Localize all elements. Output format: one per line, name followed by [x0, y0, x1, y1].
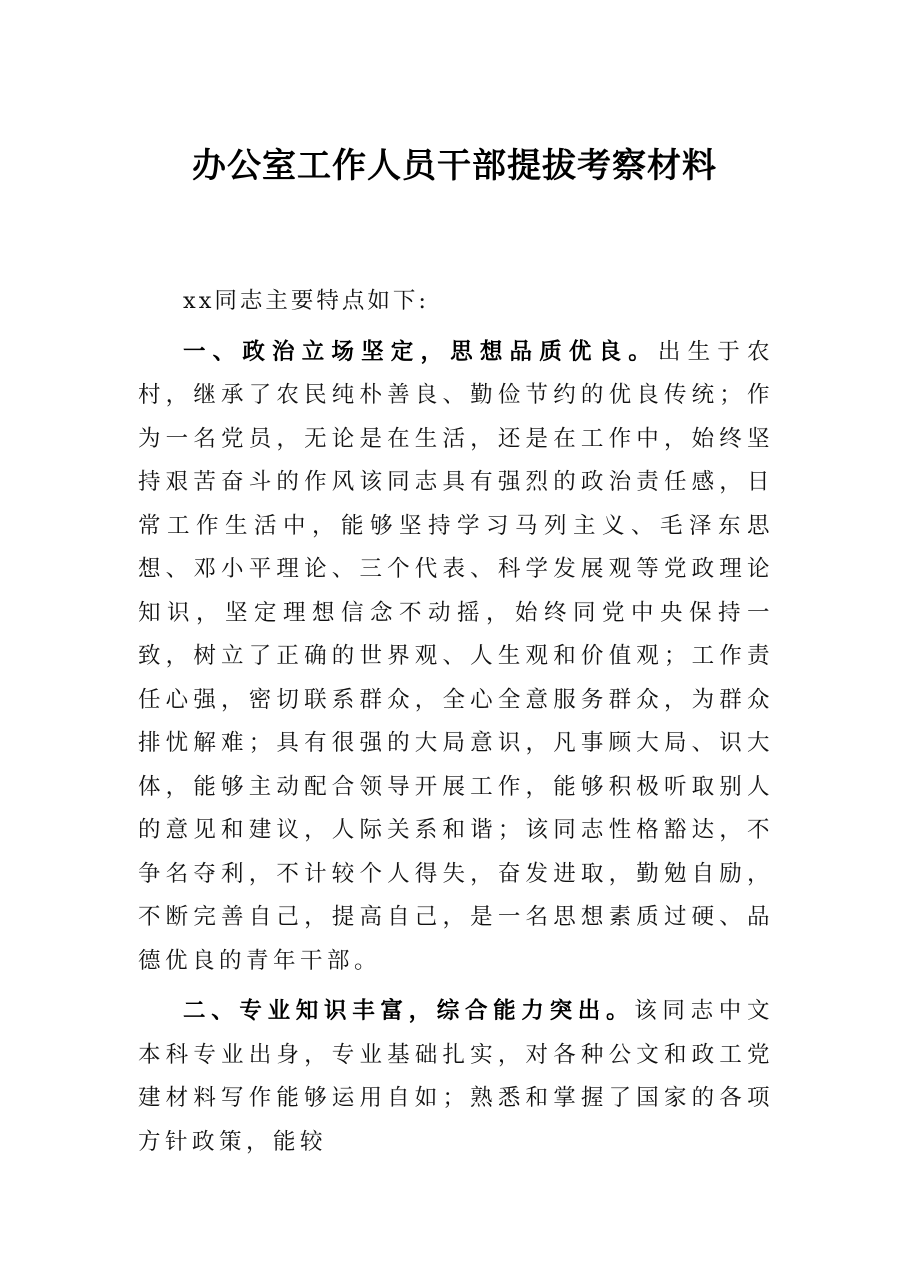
document-title: 办公室工作人员干部提拔考察材料 — [192, 146, 717, 186]
intro-paragraph: xx同志主要特点如下: — [183, 288, 429, 314]
section-paragraph-2 — [138, 990, 774, 1164]
section-text-2: 该同志中文本科专业出身，专业基础扎实，对各种公文和政工党建材料写作能够运用自如；熟悉和掌握了国家的各项方针政策，能较 — [138, 998, 774, 1155]
section-heading-1: 一、政治立场坚定，思想品质优良。 — [183, 338, 658, 365]
section-heading-2: 二、专业知识丰富，综合能力突出。 — [183, 998, 635, 1024]
document-body — [138, 280, 774, 1164]
section-text-1: 出生于农村，继承了农民纯朴善良、勤俭节约的优良传统；作为一名党员，无论是在生活，还是在工作中，始终坚持艰苦奋斗的作风该同志具有强烈的政治责任感，日常工作生活中，能够坚持学习马列主义、毛泽东思想、邓小平理论、三个代表、科学发展观等党政理论知识，坚定理想信念不动摇，始终同党中央保持一致，树立了正确的世界观、人生观和价值观；工作责任心强，密切联系群众，全心全意服务群众，为群众排忧解难；具有很强的大局意识，凡事顾大局、识大体，能够主动配合领导开展工作，能够积极听取别人的意见和建议，人际关系和谐；该同志性格豁达，不争名夺利，不计较个人得失，奋发进取，勤勉自励，不断完善自己，提高自己，是一名思想素质过硬、品德优良的青年干部。 — [138, 338, 774, 974]
section-paragraph-1 — [138, 331, 774, 984]
